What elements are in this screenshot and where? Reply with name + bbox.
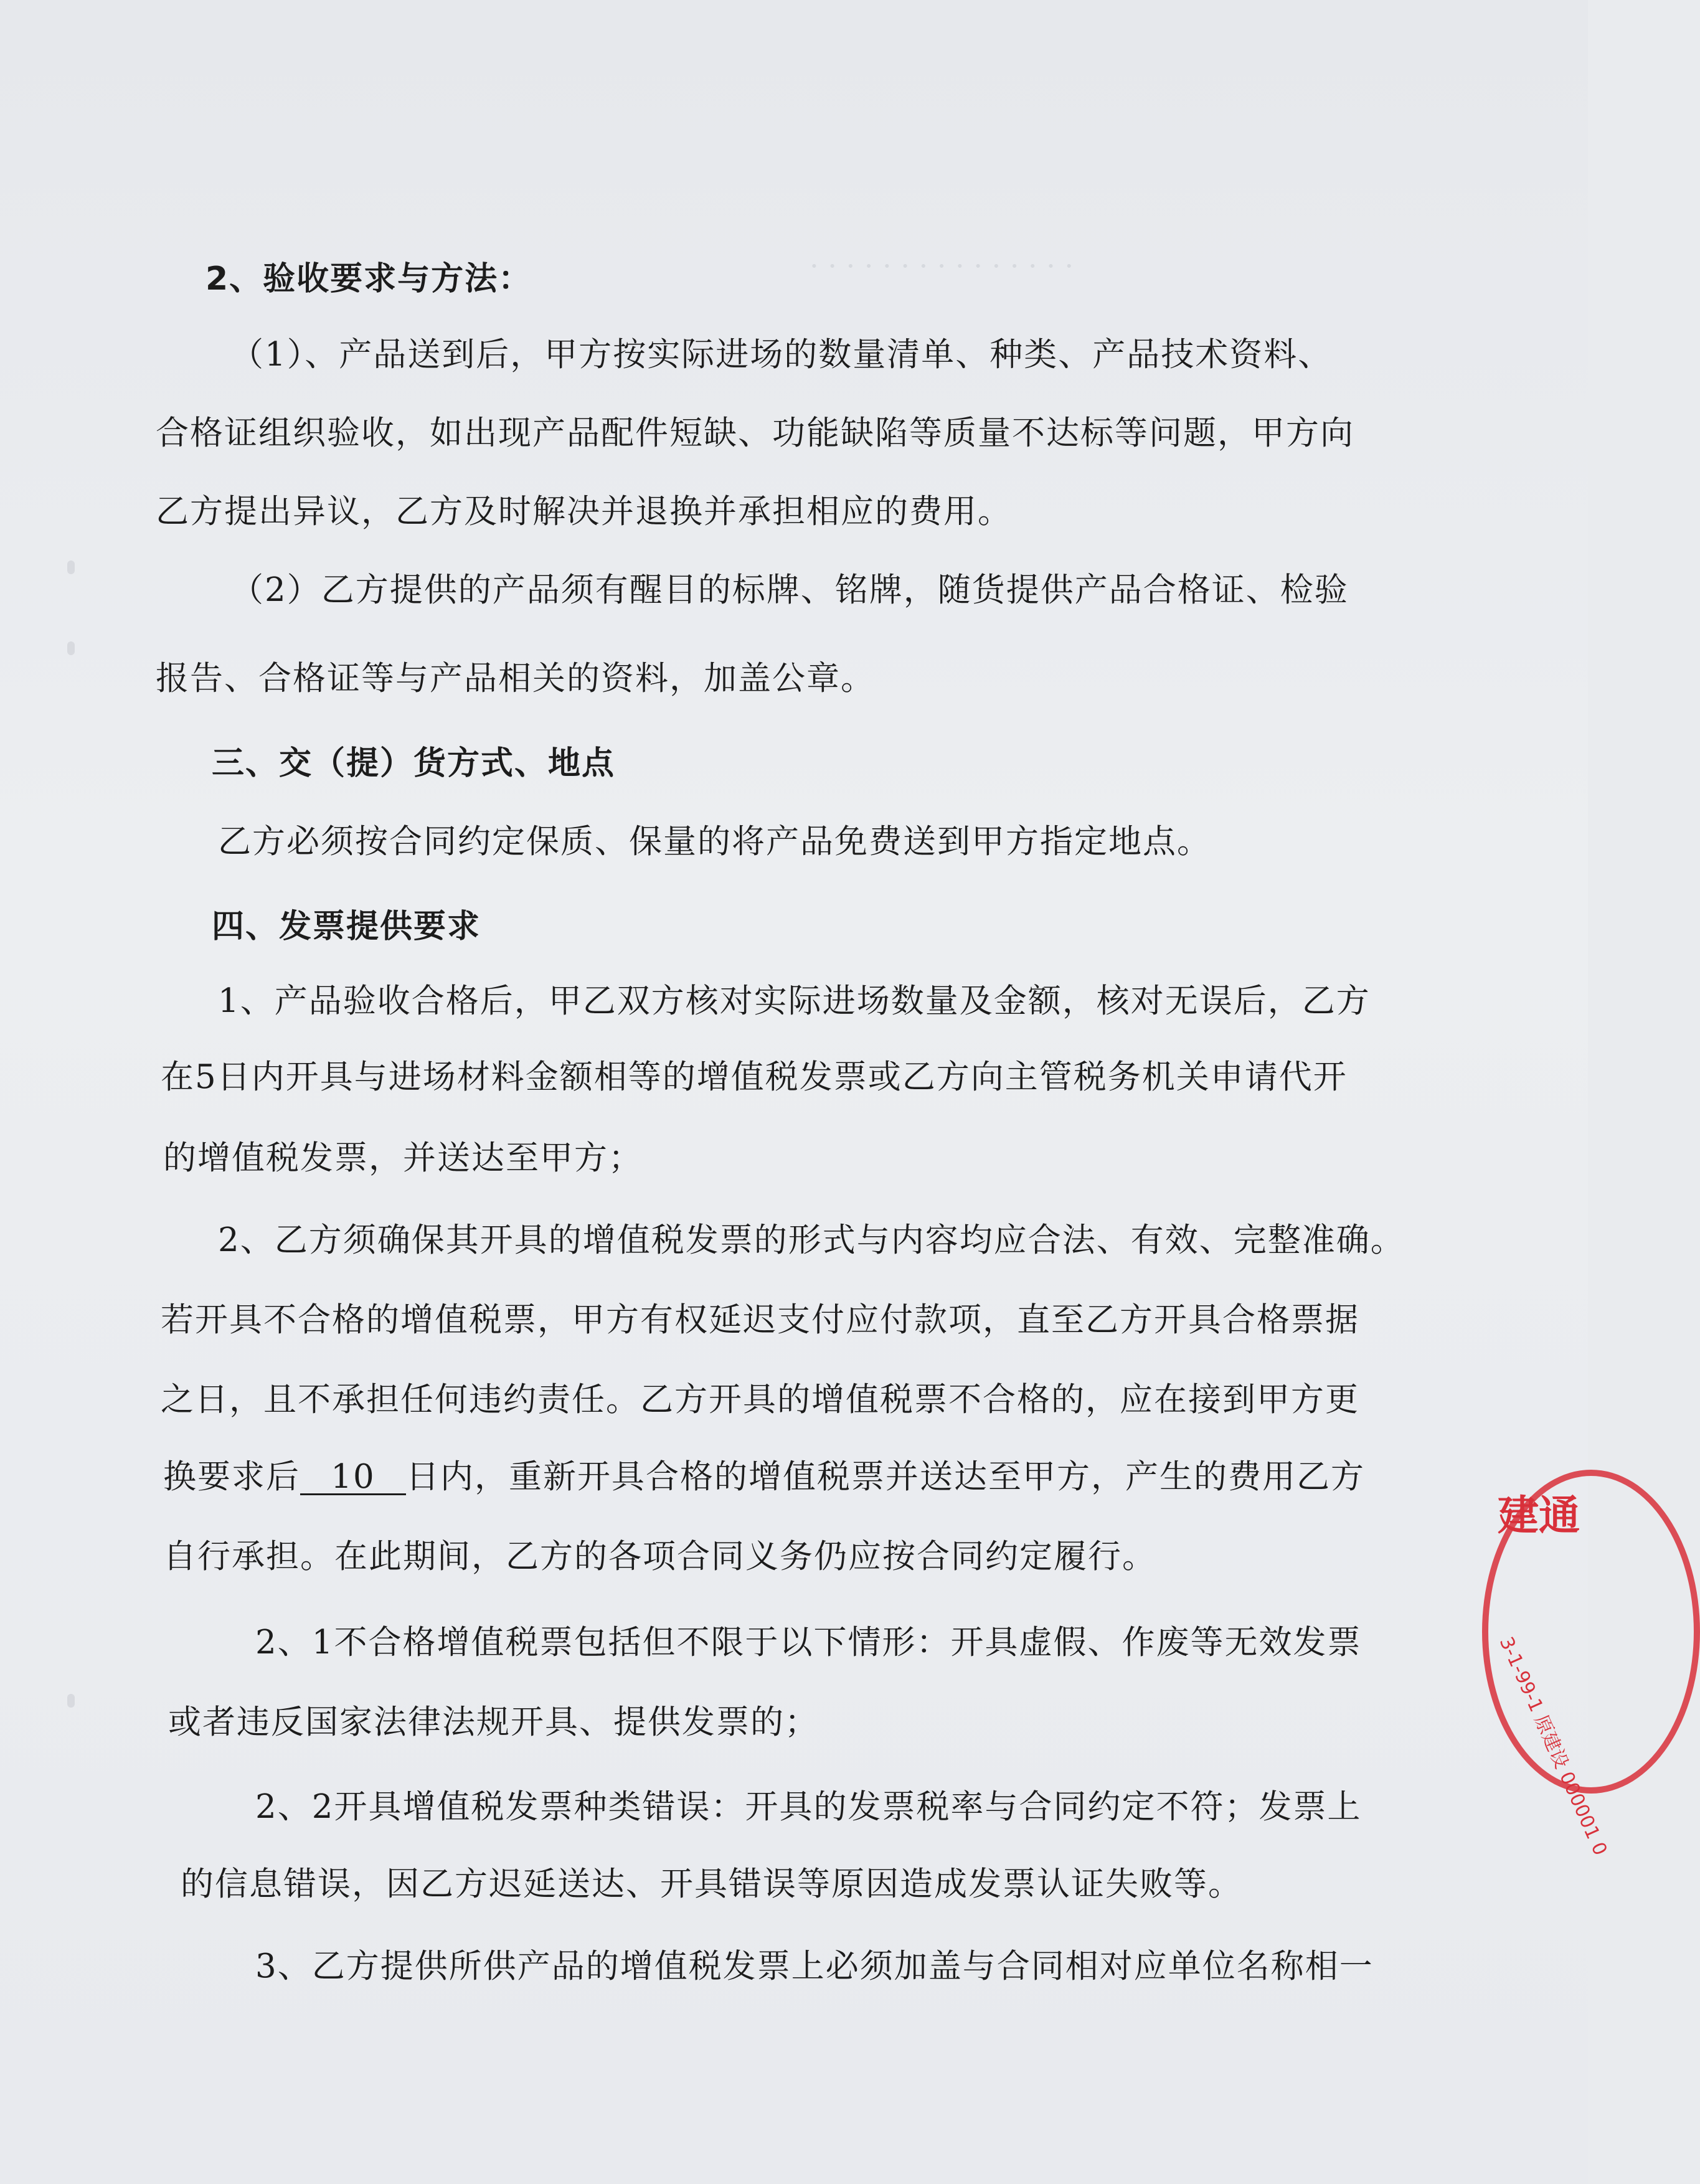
paragraph-line: 的增值税发票，并送达至甲方； [163,1139,643,1177]
paragraph-line: 之日，且不承担任何违约责任。乙方开具的增值税票不合格的，应在接到甲方更 [161,1381,1359,1419]
paragraph-line: 乙方提出异议，乙方及时解决并退换并承担相应的费用。 [156,493,1012,531]
line-after-blank: 日内，重新开具合格的增值税票并送达至甲方，产生的费用乙方 [406,1458,1365,1496]
paragraph-line: 乙方必须按合同约定保质、保量的将产品免费送到甲方指定地点。 [218,823,1211,861]
paragraph-line: 或者违反国家法律法规开具、提供发票的； [168,1703,819,1741]
paragraph-line: （2）乙方提供的产品须有醒目的标牌、铭牌，随货提供产品合格证、检验 [230,571,1349,609]
paragraph-line: 1、产品验收合格后，甲乙双方核对实际进场数量及金额，核对无误后，乙方 [218,982,1371,1020]
paragraph-line: 在5日内开具与进场材料金额相等的增值税发票或乙方向主管税务机关申请代开 [161,1058,1348,1096]
paragraph-line: 自行承担。在此期间，乙方的各项合同义务仍应按合同约定履行。 [163,1538,1156,1576]
binding-hole [67,560,75,574]
paragraph-line: 2、1不合格增值税票包括但不限于以下情形：开具虚假、作废等无效发票 [255,1624,1362,1662]
section-heading-delivery: 三、交（提）货方式、地点 [212,745,616,782]
paragraph-line: 报告、合格证等与产品相关的资料，加盖公章。 [156,659,875,697]
days-filled-blank: 10 [300,1461,406,1495]
paragraph-line-with-blank [163,1458,1365,1496]
paragraph-line: （1）、产品送到后，甲方按实际进场的数量清单、种类、产品技术资料、 [230,336,1333,374]
show-through-texture: · · · · · · · · · · · · · · · [810,249,1074,283]
paragraph-line: 的信息错误，因乙方迟延送达、开具错误等原因造成发票认证失败等。 [181,1865,1242,1903]
line-before-blank: 换要求后 [163,1458,300,1496]
seal-small-text: 3-1-99-1 原建设 000001 0 [1495,1633,1612,1859]
paragraph-line: 2、2开具增值税发票种类错误：开具的发票税率与合同约定不符；发票上 [255,1788,1362,1826]
paragraph-line: 若开具不合格的增值税票，甲方有权延迟支付应付款项，直至乙方开具合格票据 [161,1301,1359,1339]
paragraph-line: 2、乙方须确保其开具的增值税发票的形式与内容均应合法、有效、完整准确。 [218,1221,1405,1259]
binding-hole [67,1694,75,1708]
binding-hole [67,641,75,655]
paragraph-line: 3、乙方提供所供产品的增值税发票上必须加盖与合同相对应单位名称相一 [255,1947,1374,1985]
section-heading-invoice: 四、发票提供要求 [212,908,481,945]
section-heading-acceptance: 2、验收要求与方法： [205,260,532,298]
paragraph-line: 合格证组织验收，如出现产品配件短缺、功能缺陷等质量不达标等问题，甲方向 [156,414,1354,452]
seal-text: 建通 [1498,1491,1580,1539]
